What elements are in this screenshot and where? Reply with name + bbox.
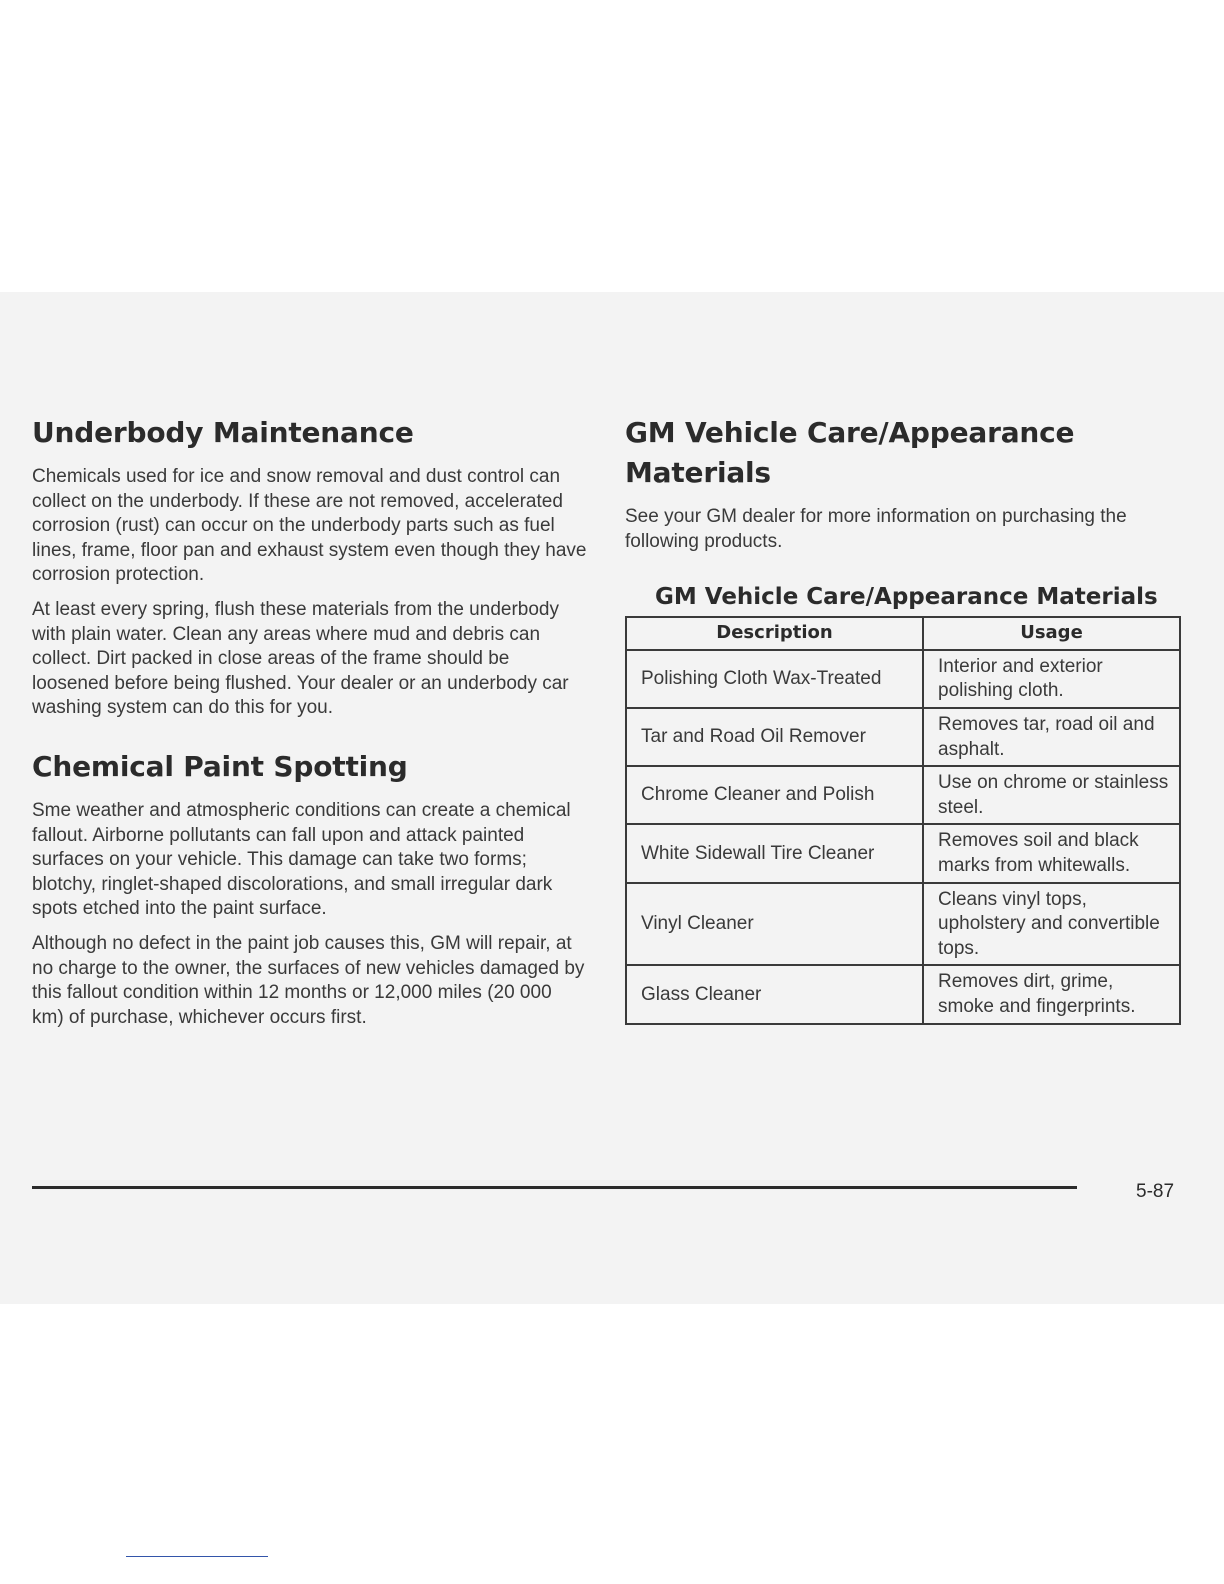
row-usage: Cleans vinyl tops, upholstery and convertible tops.	[923, 883, 1180, 966]
table-row	[626, 883, 1180, 966]
underbody-paragraph-1: Chemicals used for ice and snow removal and dust control can collect on the underbody. If these are not removed, accelerated corrosion (rust) can occur on the underbody parts such as fuel lines, frame, floor pan and exhaust system even though they have corrosion protection.	[32, 466, 587, 586]
row-description: Polishing Cloth Wax-Treated	[626, 650, 923, 708]
row-description: Glass Cleaner	[626, 965, 923, 1023]
table-row	[626, 650, 1180, 708]
right-column	[625, 413, 1185, 1025]
table-header-row	[626, 617, 1180, 650]
header-description: Description	[626, 617, 923, 650]
row-usage: Removes tar, road oil and asphalt.	[923, 708, 1180, 766]
row-usage: Interior and exterior polishing cloth.	[923, 650, 1180, 708]
row-usage: Removes dirt, grime, smoke and fingerprints.	[923, 965, 1180, 1023]
table-row	[626, 824, 1180, 882]
paint-spotting-paragraph-1: Sme weather and atmospheric conditions can create a chemical fallout. Airborne pollutants can fall upon and attack painted surfaces on your vehicle. This damage can take two forms; blotchy, ringlet-shaped discolorations, and small irregular dark spots etched into the paint surface.	[32, 799, 571, 920]
page-number: 5-87	[1136, 1181, 1175, 1202]
row-usage: Use on chrome or stainless steel.	[923, 766, 1180, 824]
row-description: White Sidewall Tire Cleaner	[626, 824, 923, 882]
table-row	[626, 708, 1180, 766]
bottom-link-line	[126, 1556, 268, 1557]
care-materials-heading: GM Vehicle Care/Appearance Materials	[625, 416, 1075, 489]
row-usage: Removes soil and black marks from whitewalls.	[923, 824, 1180, 882]
header-usage: Usage	[923, 617, 1180, 650]
underbody-heading: Underbody Maintenance	[32, 416, 414, 449]
footer-rule	[32, 1186, 1077, 1189]
row-description: Vinyl Cleaner	[626, 883, 923, 966]
care-materials-table	[625, 616, 1181, 1024]
left-column	[32, 413, 587, 1040]
table-row	[626, 965, 1180, 1023]
row-description: Chrome Cleaner and Polish	[626, 766, 923, 824]
row-description: Tar and Road Oil Remover	[626, 708, 923, 766]
paint-spotting-paragraph-2: Although no defect in the paint job causes this, GM will repair, at no charge to the owner, the surfaces of new vehicles damaged by this fallout condition within 12 months or 12,000 miles (20 000 km) of purchase, whichever occurs first.	[32, 932, 585, 1028]
table-title: GM Vehicle Care/Appearance Materials	[655, 584, 1158, 611]
table-row	[626, 766, 1180, 824]
care-materials-intro: See your GM dealer for more information on purchasing the following products.	[625, 506, 1127, 552]
underbody-paragraph-2: At least every spring, flush these materials from the underbody with plain water. Clean any areas where mud and debris can collect. Dirt packed in close areas of the frame should be loosened before being flushed. Your dealer or an underbody car washing system can do this for you.	[32, 598, 569, 719]
paint-spotting-heading: Chemical Paint Spotting	[32, 749, 408, 783]
